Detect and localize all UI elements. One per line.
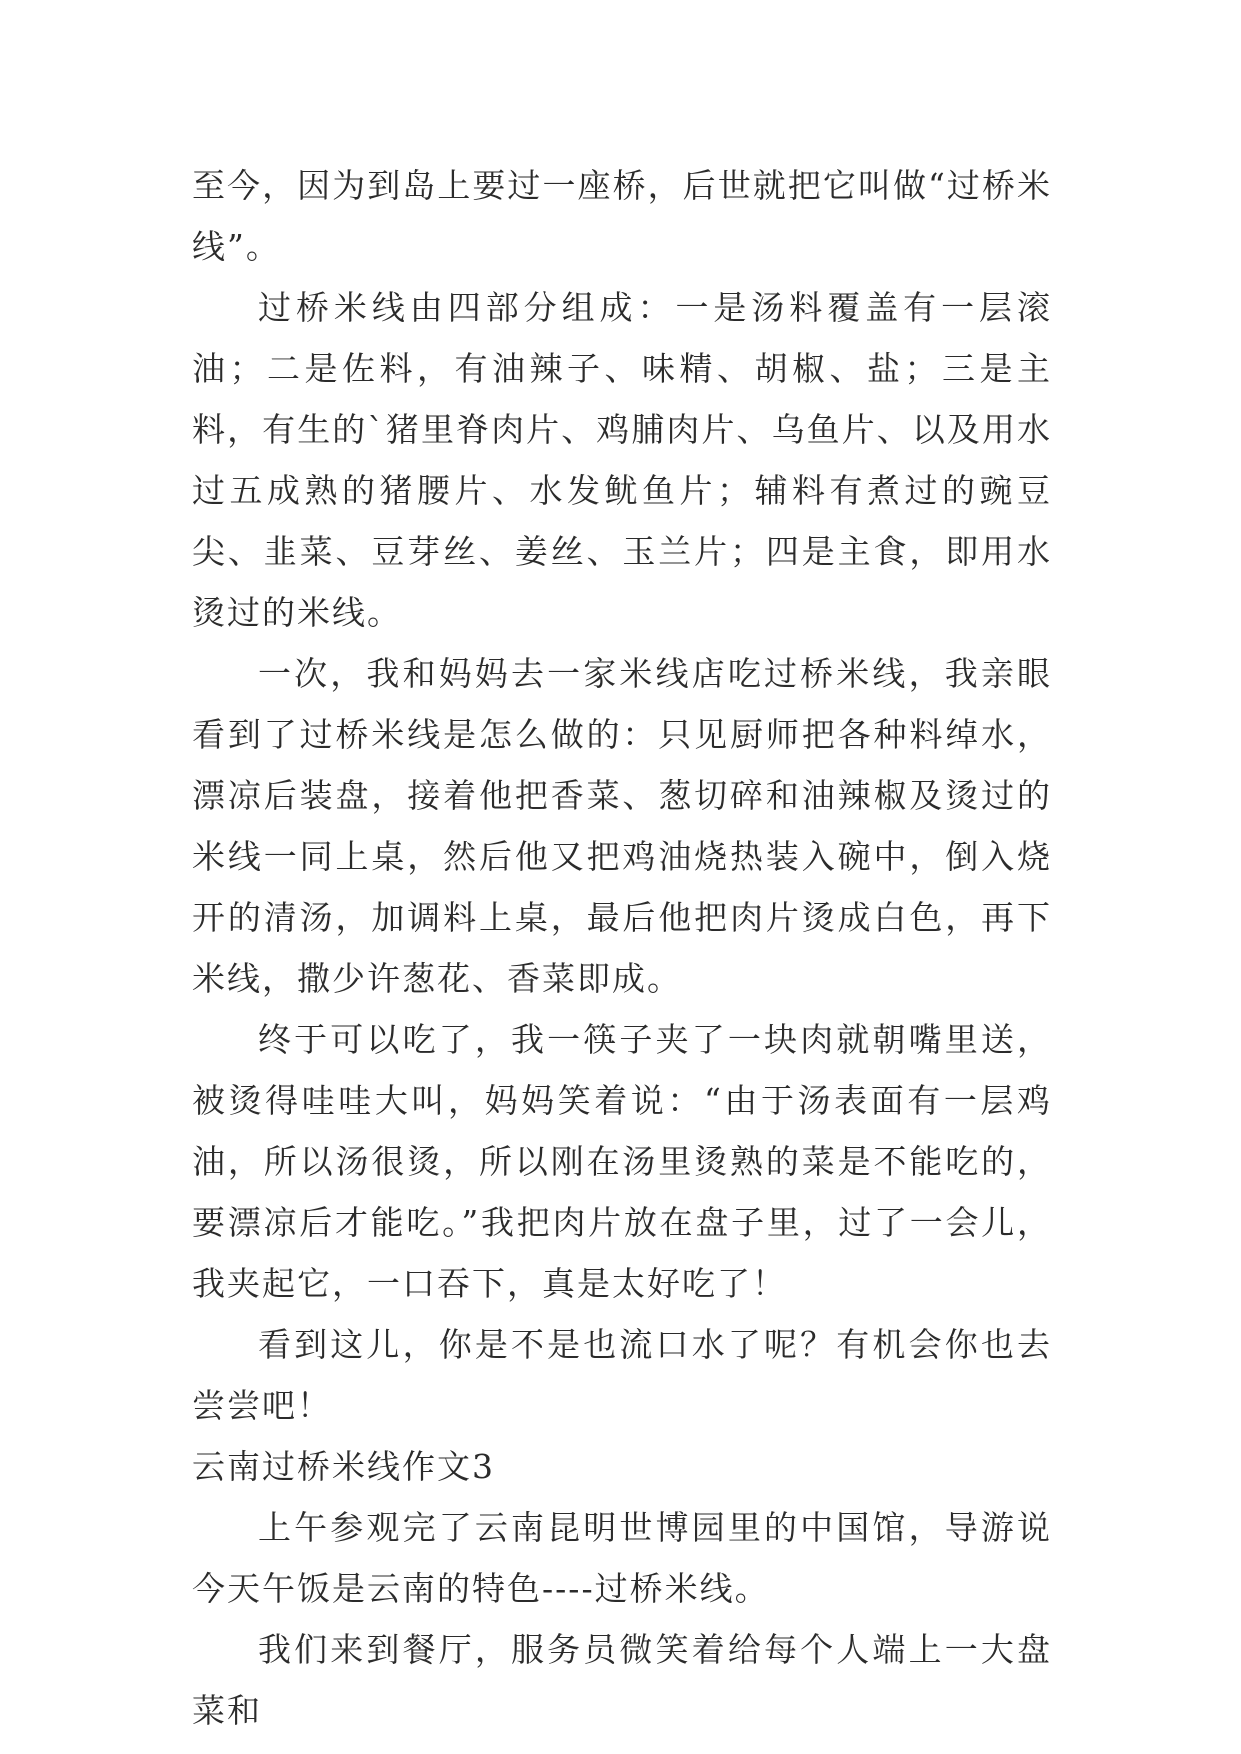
paragraph: 我们来到餐厅，服务员微笑着给每个人端上一大盘菜和	[192, 1630, 1052, 1730]
paragraph: 上午参观完了云南昆明世博园里的中国馆，导游说今天午饭是云南的特色----过桥米线。	[192, 1508, 1052, 1608]
paragraph: 至今，因为到岛上要过一座桥，后世就把它叫做“过桥米线”。	[192, 166, 1052, 266]
paragraph: 看到这儿，你是不是也流口水了呢？有机会你也去尝尝吧！	[192, 1325, 1052, 1425]
document-body	[192, 155, 1052, 1741]
paragraph: 一次，我和妈妈去一家米线店吃过桥米线，我亲眼看到了过桥米线是怎么做的：只见厨师把各种料绰水，漂凉后装盘，接着他把香菜、葱切碎和油辣椒及烫过的米线一同上桌，然后他又把鸡油烧热装入碗中，倒入烧开的清汤，加调料上桌，最后他把肉片烫成白色，再下米线，撒少许葱花、香菜即成。	[192, 654, 1052, 998]
section-heading: 云南过桥米线作文3	[192, 1447, 495, 1486]
paragraph: 终于可以吃了，我一筷子夹了一块肉就朝嘴里送，被烫得哇哇大叫，妈妈笑着说：“由于汤表面有一层鸡油，所以汤很烫，所以刚在汤里烫熟的菜是不能吃的，要漂凉后才能吃。”我把肉片放在盘子里，过了一会儿，我夹起它，一口吞下，真是太好吃了！	[192, 1020, 1052, 1303]
paragraph: 过桥米线由四部分组成：一是汤料覆盖有一层滚油；二是佐料，有油辣子、味精、胡椒、盐；三是主料，有生的`猪里脊肉片、鸡脯肉片、乌鱼片、以及用水过五成熟的猪腰片、水发鱿鱼片；辅料有煮过的豌豆尖、韭菜、豆芽丝、姜丝、玉兰片；四是主食，即用水烫过的米线。	[192, 288, 1052, 632]
